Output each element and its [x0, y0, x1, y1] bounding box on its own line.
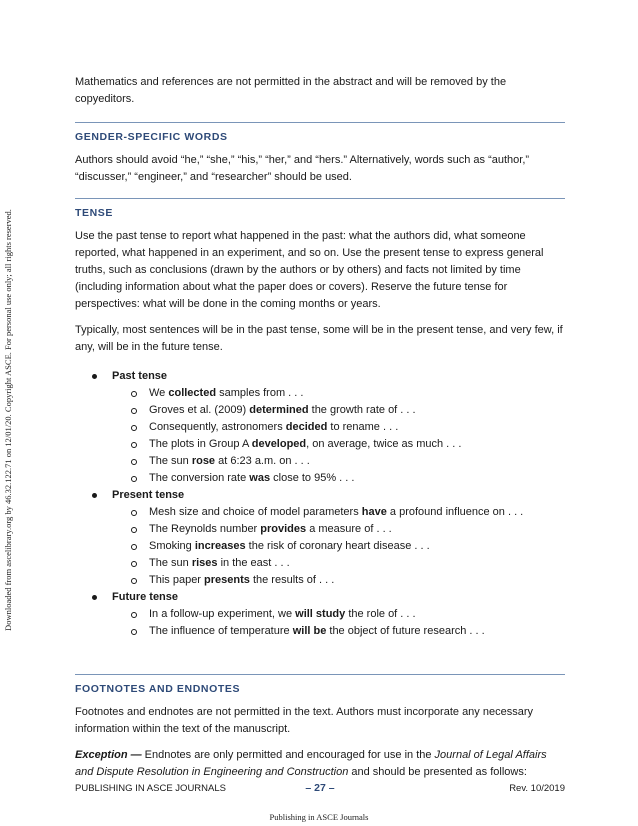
example-bold-text: will study — [295, 608, 346, 620]
circle-bullet-icon — [131, 527, 137, 533]
example-bold-text: presents — [204, 574, 250, 586]
footer-revision: Rev. 10/2019 — [509, 783, 565, 794]
page-content — [75, 70, 565, 781]
section-heading-footnotes: FOOTNOTES AND ENDNOTES — [75, 674, 565, 700]
exception-text: Endnotes are only permitted and encouraged for use in the — [141, 749, 435, 761]
example-pre-text: We — [149, 387, 169, 399]
example-post-text: the growth rate of . . . — [308, 404, 416, 416]
section-heading-tense: TENSE — [75, 198, 565, 224]
tense-paragraph-2: Typically, most sentences will be in the past tense, some will be in the present tense, and very few, if any, will be in the future tense. — [75, 324, 563, 353]
example-pre-text: The influence of temperature — [149, 625, 293, 637]
tense-paragraph-1: Use the past tense to report what happened in the past: what the authors did, what someone reported, what happened in an experiment, and so on. Use the present tense to express general truths, such as conclusions (drawn by the authors or by others) and facts not limited by time (including information about what the paper does or covers). Reserve the future tense for perspectives: what will be done in the coming months or years. — [75, 230, 544, 310]
page-footer — [75, 783, 565, 797]
example-bold-text: rises — [191, 557, 218, 569]
tense-example-item — [112, 555, 565, 572]
tense-example-item — [112, 606, 565, 623]
section-heading-gender: GENDER-SPECIFIC WORDS — [75, 122, 565, 148]
gender-paragraph: Authors should avoid “he,” “she,” “his,” “her,” and “hers.” Alternatively, words such as “author,” “discusser,” “engineer,” and “researcher” should be used. — [75, 154, 530, 183]
exception-paragraph — [75, 747, 565, 781]
example-post-text: , on average, twice as much . . . — [306, 438, 462, 450]
example-pre-text: Consequently, astronomers — [149, 421, 286, 433]
tense-category-label: Past tense — [112, 370, 168, 382]
example-pre-text: Mesh size and choice of model parameters — [149, 506, 362, 518]
tense-category — [75, 487, 565, 589]
tense-example-item — [112, 419, 565, 436]
example-pre-text: The sun — [149, 455, 192, 467]
example-post-text: the role of . . . — [345, 608, 416, 620]
example-pre-text: This paper — [149, 574, 205, 586]
tense-example-item — [112, 623, 565, 640]
tense-example-item — [112, 504, 565, 521]
example-post-text: in the east . . . — [217, 557, 290, 569]
bottom-publication-line: Publishing in ASCE Journals — [269, 812, 369, 822]
intro-paragraph: Mathematics and references are not permitted in the abstract and will be removed by the copyeditors. — [75, 76, 507, 105]
example-pre-text: Groves et al. (2009) — [149, 404, 250, 416]
tense-category — [75, 368, 565, 487]
example-bold-text: decided — [285, 421, 328, 433]
download-notice-sidebar — [1, 200, 15, 640]
tense-example-sublist — [112, 385, 565, 487]
example-post-text: the results of . . . — [249, 574, 335, 586]
bullet-icon — [92, 374, 97, 379]
circle-bullet-icon — [131, 629, 137, 635]
circle-bullet-icon — [131, 578, 137, 584]
tense-example-item — [112, 521, 565, 538]
example-pre-text: The sun — [149, 557, 192, 569]
exception-end: and should be presented as follows: — [348, 766, 527, 778]
example-bold-text: collected — [168, 387, 217, 399]
example-bold-text: increases — [194, 540, 246, 552]
journal-name: Journal of Legal Affairs and Dispute Resolution in Engineering and Construction — [75, 749, 547, 778]
example-bold-text: will be — [292, 625, 327, 637]
circle-bullet-icon — [131, 442, 137, 448]
exception-label: Exception — — [75, 749, 142, 761]
example-post-text: a measure of . . . — [306, 523, 392, 535]
example-bold-text: determined — [249, 404, 309, 416]
tense-category-label: Future tense — [112, 591, 179, 603]
example-bold-text: provides — [260, 523, 307, 535]
example-post-text: the object of future research . . . — [326, 625, 485, 637]
example-bold-text: developed — [251, 438, 307, 450]
bullet-icon — [92, 493, 97, 498]
example-post-text: to rename . . . — [327, 421, 399, 433]
download-notice-text: Downloaded from ascelibrary.org by 46.32.122.71 on 12/01/20. Copyright ASCE. For personal use only; all rights reserved. — [3, 209, 13, 631]
circle-bullet-icon — [131, 476, 137, 482]
tense-example-item — [112, 385, 565, 402]
tense-example-item — [112, 470, 565, 487]
example-post-text: samples from . . . — [216, 387, 304, 399]
tense-example-item — [112, 453, 565, 470]
tense-example-sublist — [112, 504, 565, 589]
tense-examples-list — [75, 368, 565, 640]
bullet-icon — [92, 595, 97, 600]
circle-bullet-icon — [131, 612, 137, 618]
example-post-text: at 6:23 a.m. on . . . — [215, 455, 310, 467]
example-post-text: a profound influence on . . . — [386, 506, 524, 518]
example-pre-text: The conversion rate — [149, 472, 250, 484]
circle-bullet-icon — [131, 408, 137, 414]
footer-page-number: – 27 – — [305, 782, 335, 794]
tense-category-label: Present tense — [112, 489, 185, 501]
example-pre-text: Smoking — [149, 540, 195, 552]
example-pre-text: The plots in Group A — [149, 438, 252, 450]
example-bold-text: rose — [191, 455, 216, 467]
circle-bullet-icon — [131, 561, 137, 567]
tense-example-item — [112, 436, 565, 453]
tense-example-sublist — [112, 606, 565, 640]
example-post-text: the risk of coronary heart disease . . . — [245, 540, 430, 552]
footer-publication-title: PUBLISHING IN ASCE JOURNALS — [75, 783, 226, 794]
example-bold-text: have — [361, 506, 387, 518]
circle-bullet-icon — [131, 425, 137, 431]
example-pre-text: The Reynolds number — [149, 523, 261, 535]
footnotes-paragraph: Footnotes and endnotes are not permitted in the text. Authors must incorporate any necessary information within the text of the manuscript. — [75, 706, 533, 735]
tense-example-item — [112, 538, 565, 555]
tense-example-item — [112, 572, 565, 589]
circle-bullet-icon — [131, 391, 137, 397]
circle-bullet-icon — [131, 510, 137, 516]
example-pre-text: In a follow-up experiment, we — [149, 608, 296, 620]
circle-bullet-icon — [131, 459, 137, 465]
example-bold-text: was — [249, 472, 271, 484]
circle-bullet-icon — [131, 544, 137, 550]
example-post-text: close to 95% . . . — [270, 472, 355, 484]
tense-category — [75, 589, 565, 640]
tense-example-item — [112, 402, 565, 419]
